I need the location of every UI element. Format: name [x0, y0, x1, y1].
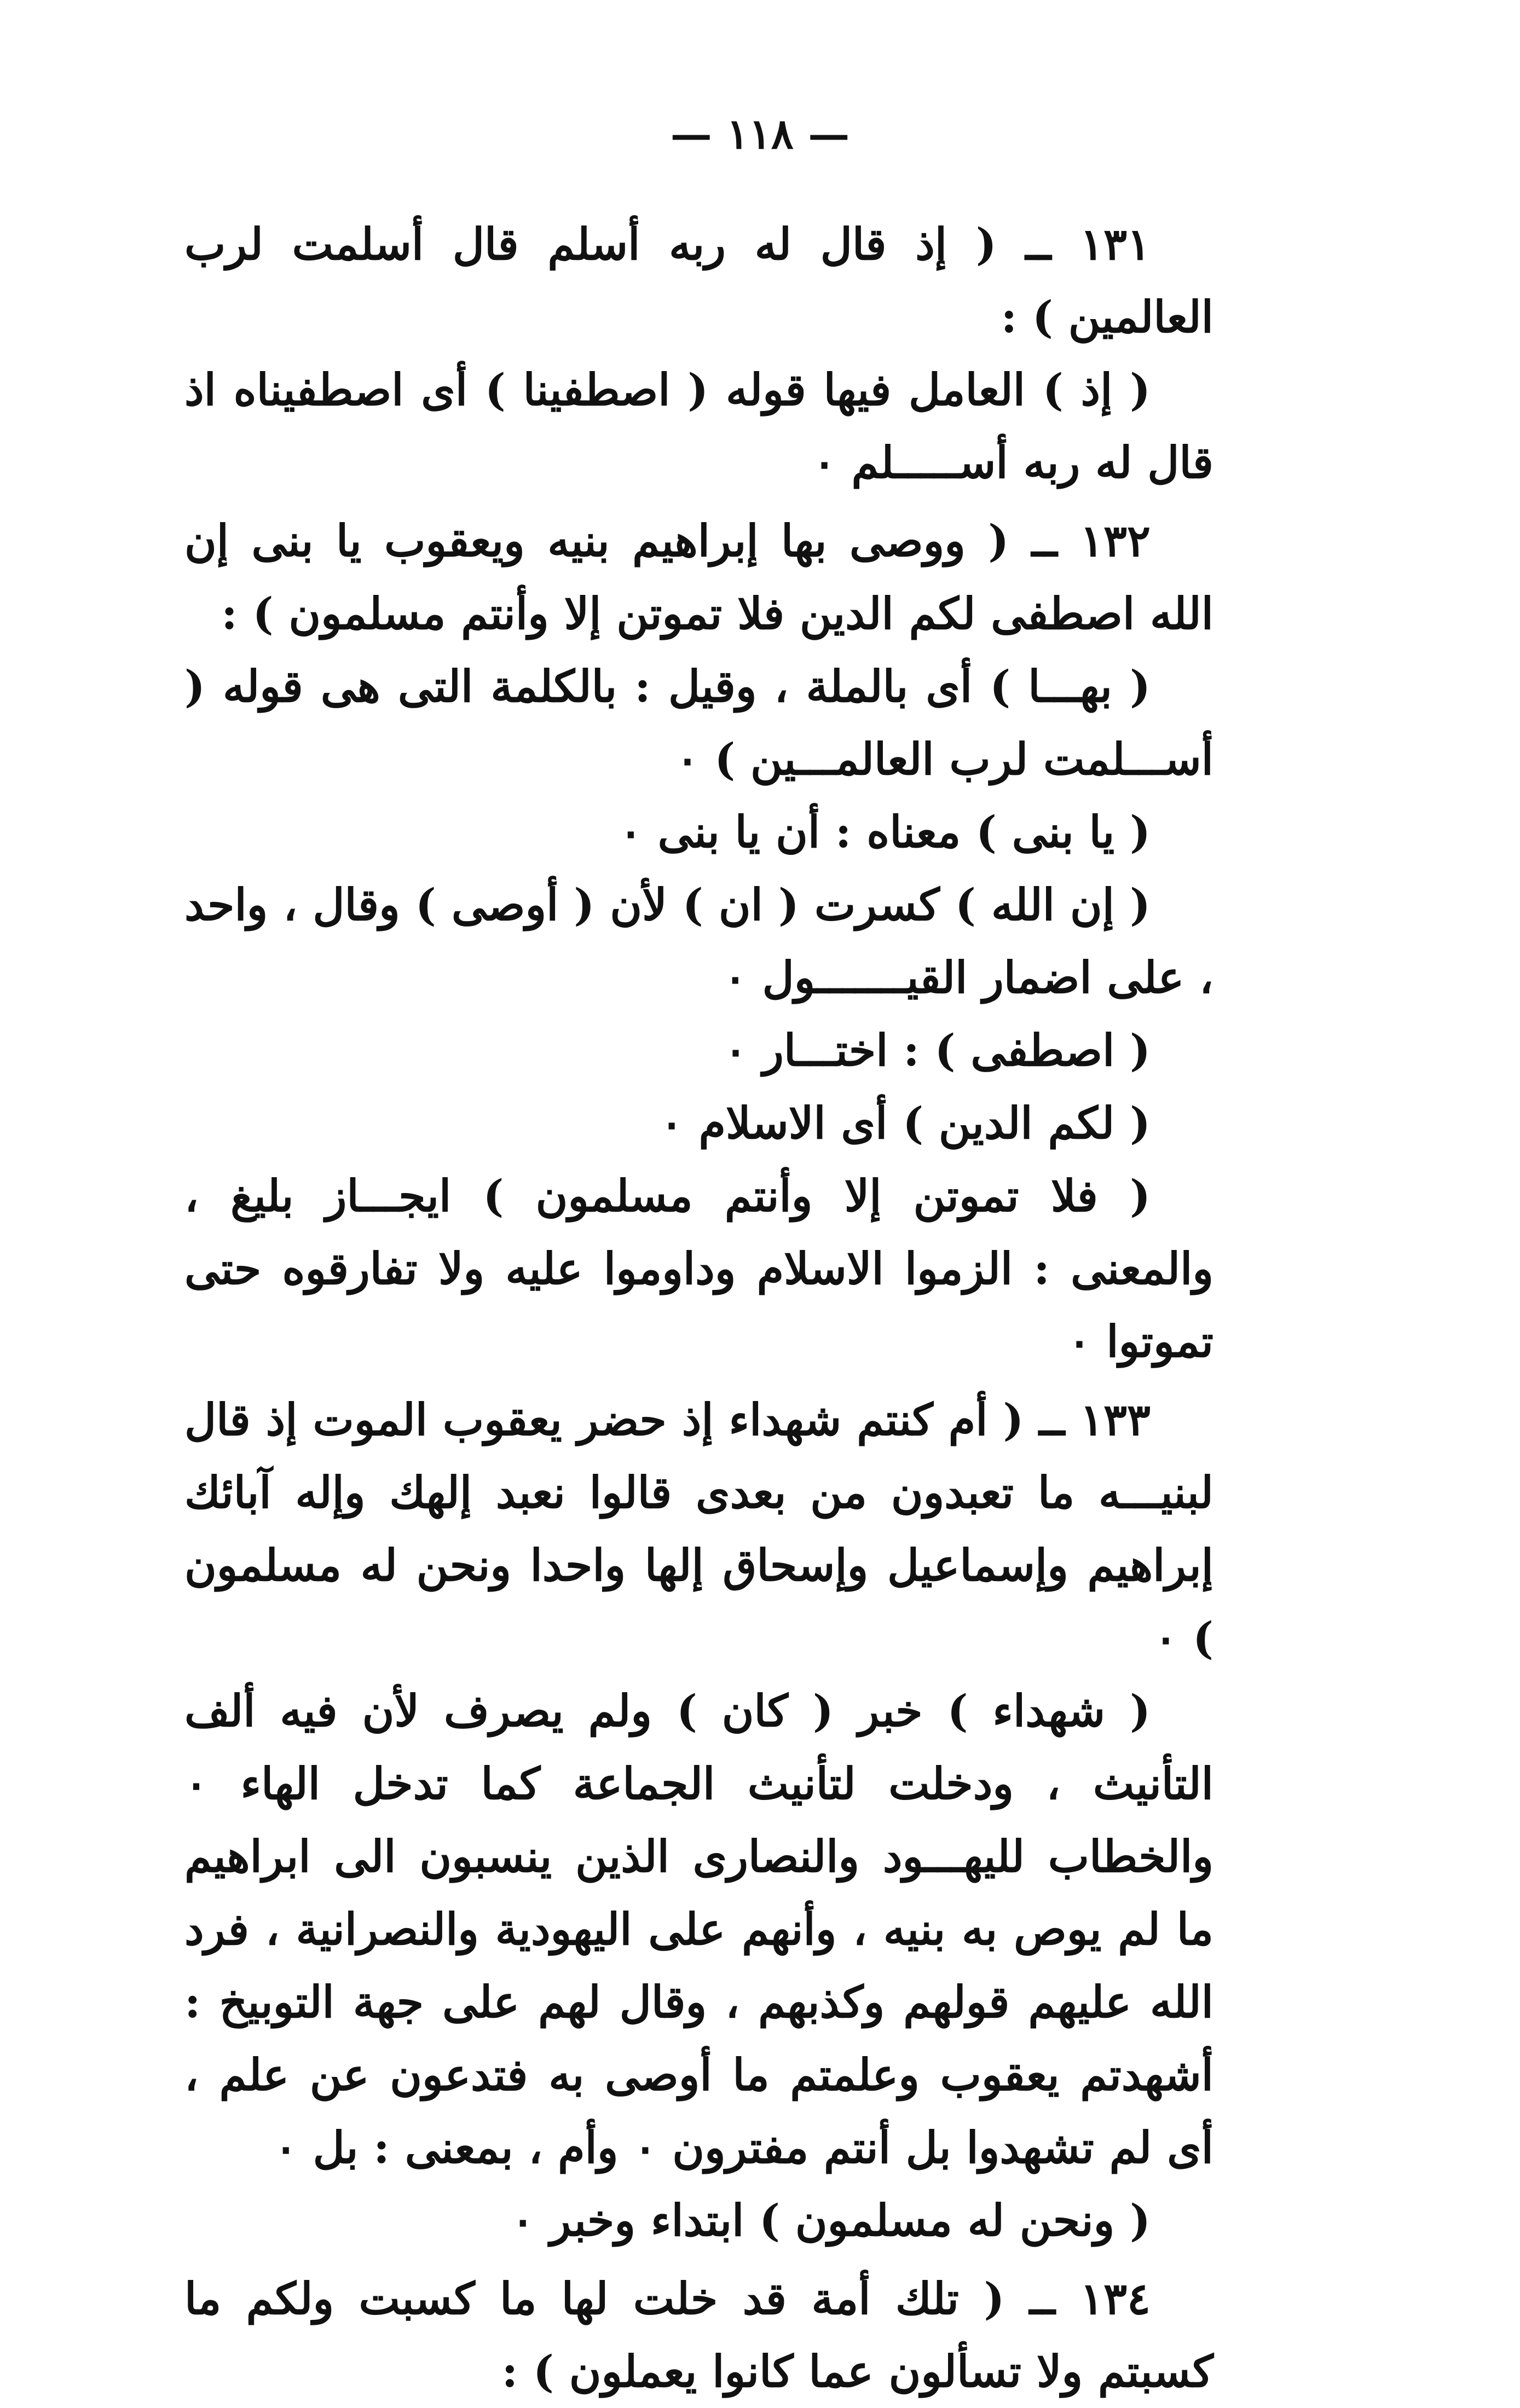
page-body: [184, 202, 1213, 2408]
page-number: — ١١٨ —: [670, 109, 850, 158]
verse-133: ١٣٣ ــ ( أم كنتم شهداء إذ حضر يعقوب الموت إذ قال لبنيـــه ما تعبدون من بعدى قالوا نعبد إلهك وإله آبائك إبراهيم وإسماعيل وإسحاق إلها واحدا ونحن له مسلمون ) ٠: [184, 1394, 1213, 1664]
gloss-paragraph: ( شهداء ) خبر ( كان ) ولم يصرف لأن فيه ألف التأنيث ، ودخلت لتأنيث الجماعة كما تدخل الهاء ٠ والخطاب لليهـــود والنصارى الذين ينسبون الى ابراهيم ما لم يوص به بنيه ، وأنهم على اليهودية والنصرانية ، فرد الله عليهم قولهم وكذبهم ، وقال لهم على جهة التوبيخ : أشهدتم يعقوب وعلمتم ما أوصى به فتدعون عن علم ، أى لم تشهدوا بل أنتم مفترون ٠ وأم ، بمعنى : بل ٠: [184, 1685, 1213, 2173]
verse-132: ١٣٢ ــ ( ووصى بها إبراهيم بنيه ويعقوب يا بنى إن الله اصطفى لكم الدين فلا تموتن إلا وأنتم مسلمون ) :: [184, 515, 1213, 639]
gloss-paragraph: ( ونحن له مسلمون ) ابتداء وخبر ٠: [511, 2195, 1151, 2246]
gloss-paragraph: ( يا بنى ) معناه : أن يا بنى ٠: [619, 806, 1151, 858]
gloss-paragraph: ( فلا تموتن إلا وأنتم مسلمون ) ايجـــاز بليغ ، والمعنى : الزموا الاسلام وداوموا عليه ولا تفارقوه حتى تموتوا ٠: [184, 1170, 1213, 1367]
gloss-paragraph: ( اصطفى ) : اختـــار ٠: [724, 1024, 1151, 1076]
verse-134: ١٣٤ ــ ( تلك أمة قد خلت لها ما كسبت ولكم ما كسبتم ولا تسألون عما كانوا يعملون ) :: [184, 2273, 1213, 2397]
gloss-paragraph: ( بهـــا ) أى بالملة ، وقيل : بالكلمة التى هى قوله ( أســـلمت لرب العالمـــين ) ٠: [184, 661, 1213, 785]
gloss-paragraph: ( إن الله ) كسرت ( ان ) لأن ( أوصى ) وقال ، واحد ، على اضمار القيـــــــول ٠: [184, 879, 1213, 1003]
gloss-paragraph: ( إذ ) العامل فيها قوله ( اصطفينا ) أى اصطفيناه اذ قال له ربه أســـــلم ٠: [184, 364, 1213, 488]
verse-131: ١٣١ ــ ( إذ قال له ربه أسلم قال أسلمت لرب العالمين ) :: [184, 218, 1213, 343]
gloss-paragraph: ( لكم الدين ) أى الاسلام ٠: [660, 1097, 1151, 1149]
